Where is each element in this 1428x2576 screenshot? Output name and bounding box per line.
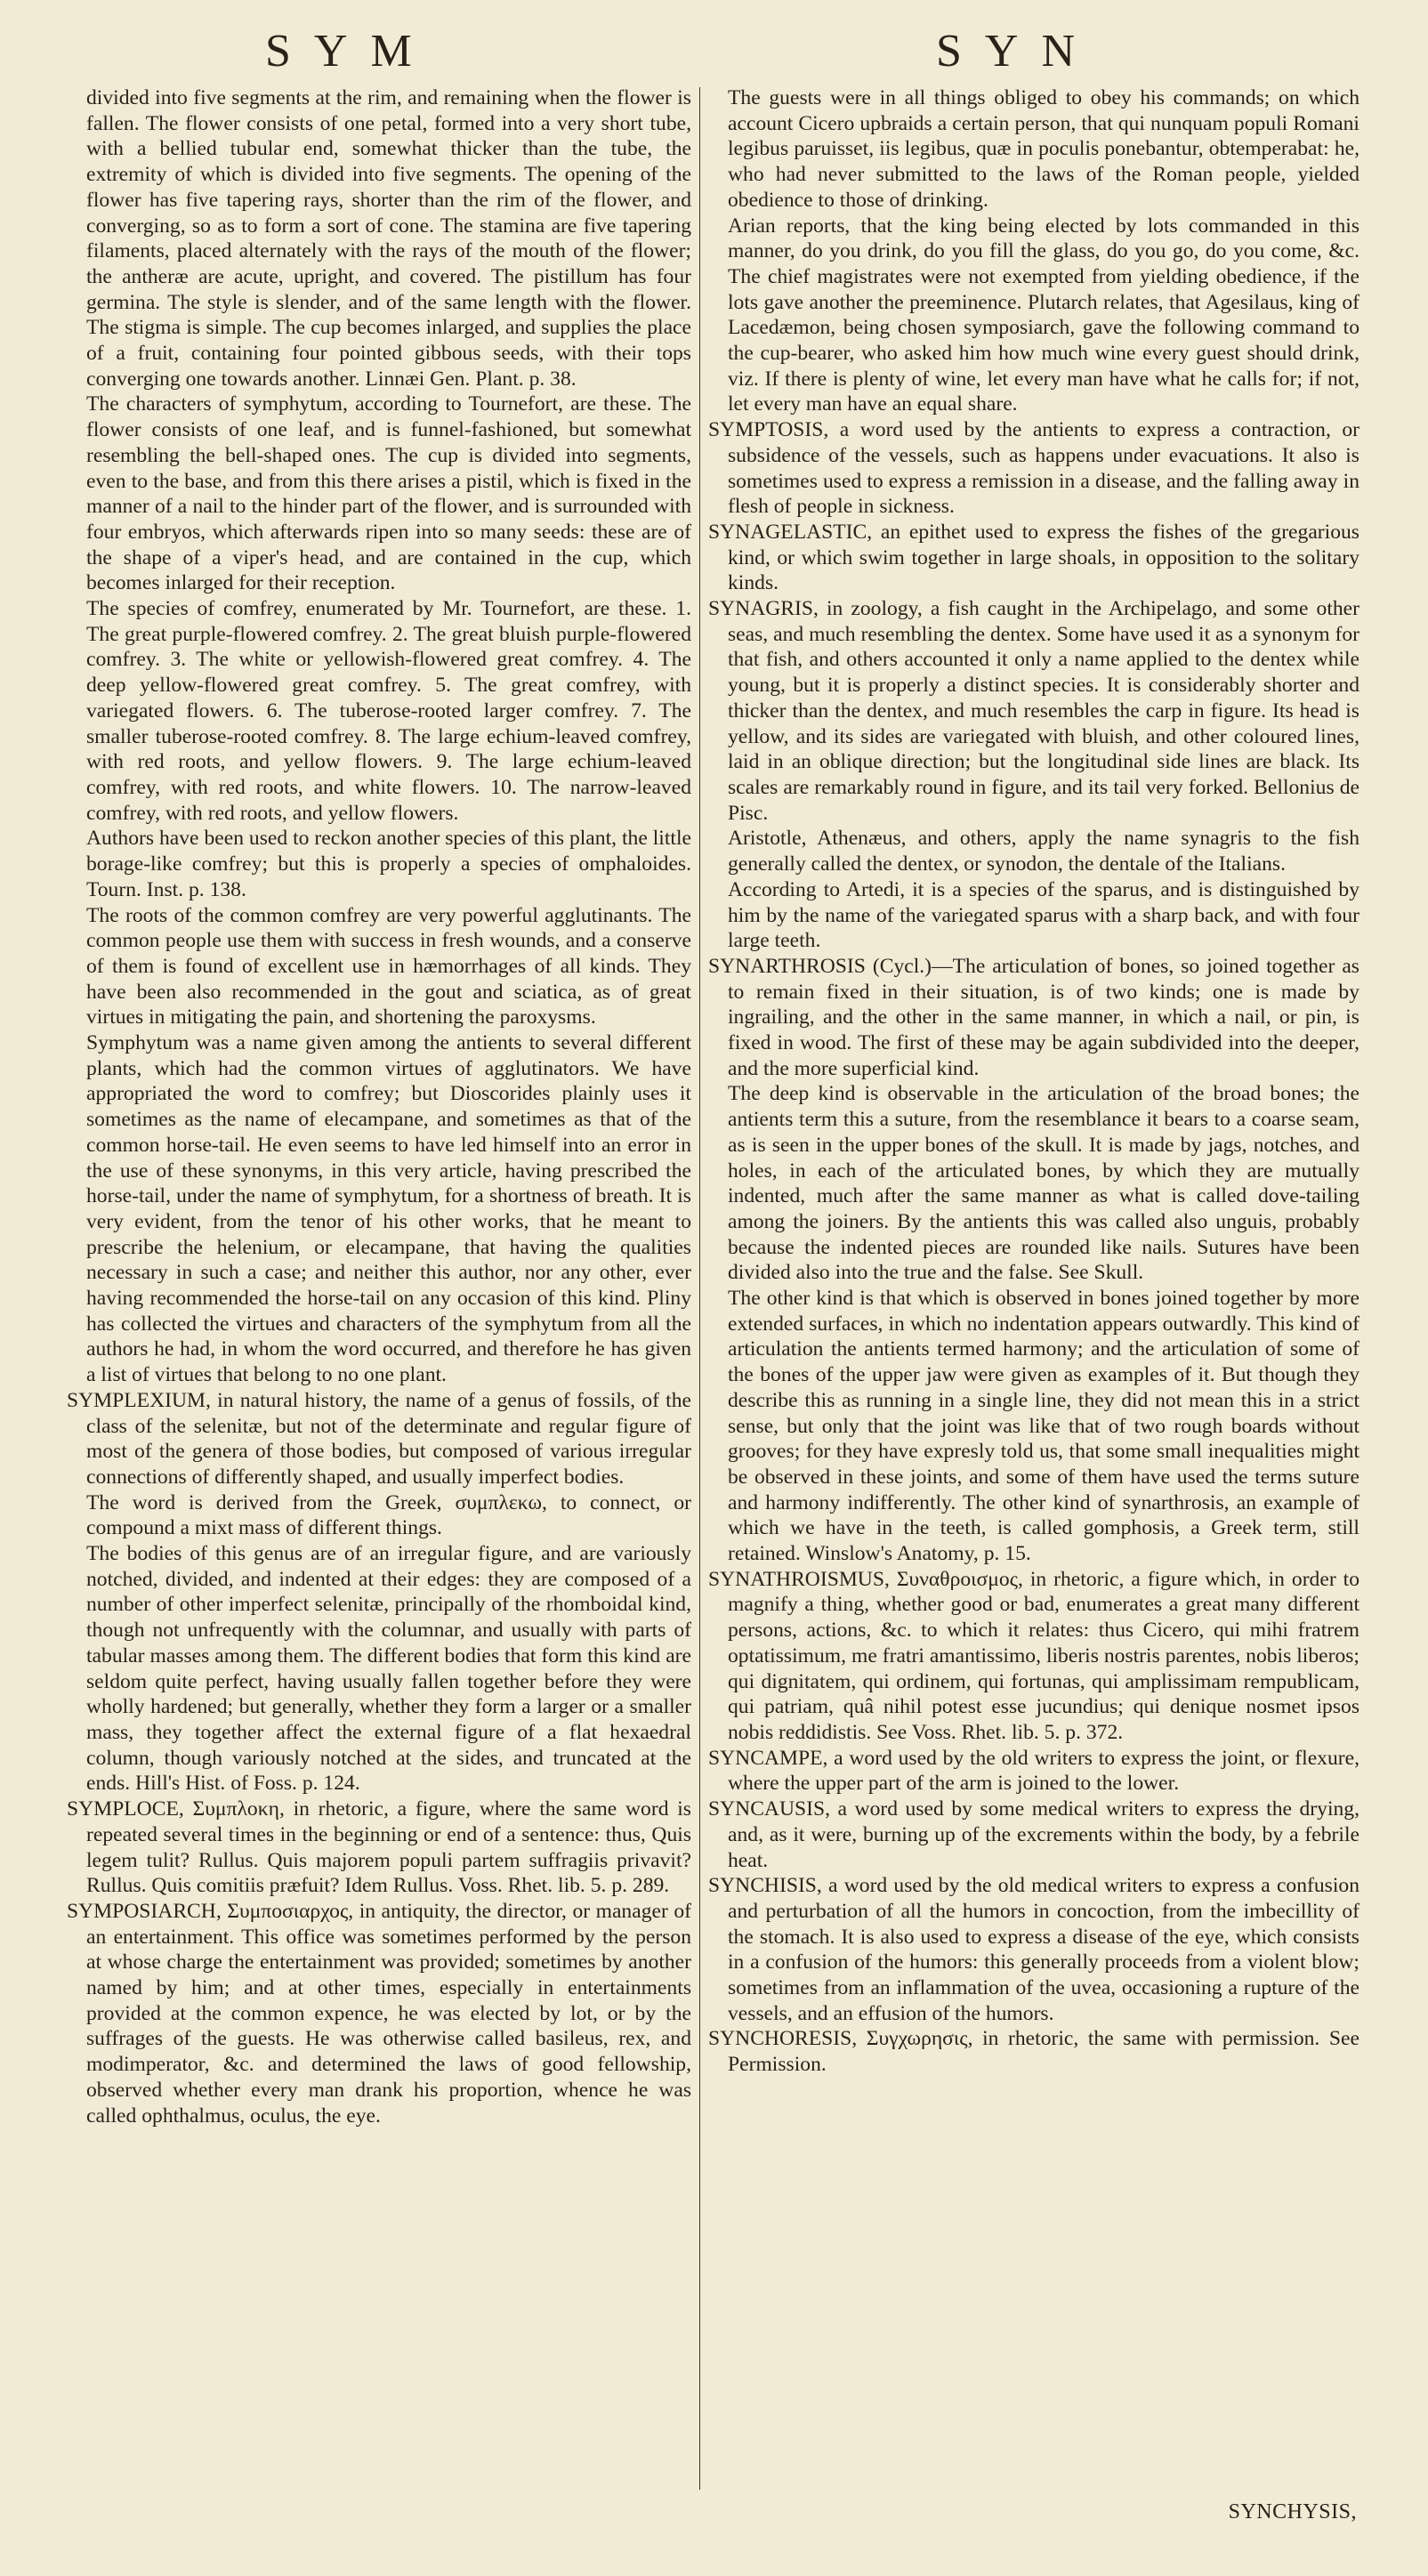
right-column [708, 85, 1359, 2078]
paragraph-comfrey-flower: divided into five segments at the rim, and remaining when the flower is fallen. The flower consists of one petal, formed into a very short tube, with a bellied tubular end, somewhat thicker than the tube, the extremity of which is divided into five segments. The opening of the flower has five tapering rays, shorter than the rim of the flower, and converging, so as to form a sort of cone. The stamina are five tapering filaments, placed alternately with the rays of the mouth of the flower; the antheræ are acute, upright, and covered. The pistillum has four germina. The style is slender, and of the same length with the flower. The stigma is simple. The cup becomes inlarged, and supplies the place of a fruit, containing four pointed gibbous seeds, with their tops converging one towards another. Linnæi Gen. Plant. p. 38. [86, 86, 691, 391]
entry-symploce: SYMPLOCE, Συμπλοκη, in rhetoric, a figure, where the same word is repeated several times in the beginning or end of a sentence: thus, Quis legem tulit? Rullus. Quis majorem populi partem suffragiis privavit? Rullus. Quis comitiis præfuit? Idem Rullus. Voss. Rhet. lib. 5. p. 289. [67, 1797, 691, 1898]
entry-syncausis: SYNCAUSIS, a word used by some medical writers to express the drying, and, as it were, burning up of the excrements within the body, by a febrile heat. [708, 1797, 1359, 1872]
entry-synchisis: SYNCHISIS, a word used by the old medical writers to express a confusion and perturbation of all the humors in concoction, from the imbecillity of the stomach. It is also used to express a disease of the eye, which consists in a confusion of the humors: this generally proceeds from a violent blow; sometimes from an inflammation of the uvea, occasioning a rupture of the vessels, and an effusion of the humors. [708, 1874, 1359, 2025]
entry-symptosis: SYMPTOSIS, a word used by the antients to express a contraction, or subsidence of the vessels, such as happens under evacuations. It also is sometimes used to express a remission in a disease, and the falling away in flesh of people in sickness. [708, 418, 1359, 519]
entry-syncampe: SYNCAMPE, a word used by the old writers to express the joint, or flexure, where the upper part of the arm is joined to the lower. [708, 1746, 1359, 1796]
paragraph-symplexium-bodies: The bodies of this genus are of an irregular figure, and are variously notched, divided, and indented at their edges: they are composed of a number of other imperfect selenitæ, principally of the rhomboidal kind, though not unfrequently with the columnar, and usually with parts of tabular masses among them. The different bodies that form this kind are seldom quite perfect, having usually fallen together before they were wholly hardened; but generally, whether they form a larger or a smaller mass, they together affect the external figure of a flat hexaedral column, though variously notched at the sides, and truncated at the ends. Hill's Hist. of Foss. p. 124. [86, 1542, 691, 1796]
catchword: SYNCHYSIS, [1228, 2500, 1357, 2524]
paragraph-aristotle-synagris: Aristotle, Athenæus, and others, apply the name synagris to the fish generally called the dentex, or synodon, the dentale of the Italians. [728, 827, 1359, 876]
paragraph-deep-kind-suture: The deep kind is observable in the articulation of the broad bones; the antients term this a suture, from the resemblance it bears to a coarse seam, as is seen in the upper bones of the skull. It is made by jags, notches, and holes, in each of the articulated bones, by which they are mutually indented, much after the same manner as what is called dove-tailing among the joiners. By the antients this was called also unguis, probably because the indented pieces are rounded like nails. Sutures have been divided also into the true and the false. See Skull. [728, 1082, 1359, 1285]
entry-synarthrosis: SYNARTHROSIS (Cycl.)—The articulation of bones, so joined together as to remain fixed in their situation, is of two kinds; one is made by ingrailing, and the other in the same manner, in which a nail, or pin, is fixed in wood. The first of these may be again subdivided into the deeper, and the more superficial kind. [708, 954, 1359, 1080]
paragraph-borage-like-comfrey: Authors have been used to reckon another species of this plant, the little borage-like comfrey; but this is properly a species of omphaloides. Tourn. Inst. p. 138. [86, 827, 691, 901]
paragraph-comfrey-species: The species of comfrey, enumerated by Mr. Tournefort, are these. 1. The great purple-flowered comfrey. 2. The great bluish purple-flowered comfrey. 3. The white or yellowish-flowered great comfrey. 4. The deep yellow-flowered great comfrey. 5. The great comfrey, with variegated flowers. 6. The tuberose-rooted larger comfrey. 7. The smaller tuberose-rooted comfrey. 8. The large echium-leaved comfrey, with red roots, and yellow flowers. 9. The large echium-leaved comfrey, with red roots, and white flowers. 10. The narrow-leaved comfrey, with red roots, and yellow flowers. [86, 597, 691, 825]
paragraph-artedi-sparus: According to Artedi, it is a species of the sparus, and is distinguished by him by the name of the variegated sparus with a sharp back, and with four large teeth. [728, 877, 1359, 953]
column-divider [699, 87, 700, 2490]
entry-synagris: SYNAGRIS, in zoology, a fish caught in the Archipelago, and some other seas, and much resembling the dentex. Some have used it as a synonym for that fish, and others accounted it only a name applied to the dentex while young, but it is properly a distinct species. It is considerably shorter and thicker than the dentex, and much resembles the carp in figure. Its head is yellow, and its sides are variegated with bluish, and other coloured lines, laid in an oblique direction; but the longitudinal side lines are black. Its scales are remarkably round in figure, and its tail very forked. Bellonius de Pisc. [708, 597, 1359, 825]
paragraph-arian-reports: Arian reports, that the king being elected by lots commanded in this manner, do you drink, do you fill the glass, do you go, do you come, &c. The chief magistrates were not exempted from yielding obedience, if the lots gave another the preeminence. Plutarch relates, that Agesilaus, king of Lacedæmon, being chosen symposiarch, gave the following command to the cup-bearer, who asked him how much wine every guest should drink, viz. If there is plenty of wine, let every man have what he calls for; if not, let every man have an equal share. [728, 214, 1359, 416]
entry-synchoresis: SYNCHORESIS, Συγχωρησις, in rhetoric, the same with permission. See Permission. [708, 2027, 1359, 2077]
paragraph-symphytum-name: Symphytum was a name given among the antients to several different plants, which had the common virtues of agglutinators. We have appropriated the word to comfrey; but Dioscorides plainly uses it sometimes as the name of elecampane, and sometimes as that of the common horse-tail. He even seems to have led himself into an error in the use of these synonyms, in this very article, having prescribed the horse-tail, under the name of symphytum, for a shortness of breath. It is very evident, from the tenor of his other works, that he meant to prescribe the helenium, or elecampane, that having the qualities necessary in such a case; and neither this author, nor any other, ever having recommended the horse-tail on any occasion of this kind. Pliny has collected the virtues and characters of the symphytum from all the authors he had, in whom the word occurred, and therefore he has given a list of virtues that belong to no one plant. [86, 1031, 691, 1387]
paragraph-guests-obey: The guests were in all things obliged to obey his commands; on which account Cicero upbraids a certain person, that qui nunquam populi Romani legibus paruisset, iis legibus, quæ in poculis ponebantur, obtemperabat: he, who had never submitted to the laws of the Roman people, yielded obedience to those of drinking. [728, 86, 1359, 212]
paragraph-harmony-kind: The other kind is that which is observed in bones joined together by more extended surfaces, in which no indentation appears outwardly. This kind of articulation the antients termed harmony; and the articulation of some of the bones of the upper jaw were given as examples of it. But though they describe this as running in a single line, they did not mean this in a strict sense, but only that the joint was like that of two rough boards without grooves; for they have expresly told us, that some small inequalities might be observed in these joints, and some of them have used the terms suture and harmony indifferently. The other kind of synarthrosis, an example of which we have in the teeth, is called gomphosis, a Greek term, still retained. Winslow's Anatomy, p. 15. [728, 1287, 1359, 1566]
entry-synagelastic: SYNAGELASTIC, an epithet used to express the fishes of the gregarious kind, or which swim together in large shoals, in opposition to the solitary kinds. [708, 520, 1359, 595]
left-column [67, 85, 691, 2128]
entry-symposiarch: SYMPOSIARCH, Συμποσιαρχος, in antiquity, the director, or manager of an entertainment. This office was sometimes performed by the person at whose charge the entertainment was provided; sometimes by another named by him; and at other times, especially in entertainments provided at the common expence, he was elected by lot, or by the suffrages of the guests. He was otherwise called basileus, rex, and modimperator, &c. and determined the laws of good fellowship, observed whether every man drank his proportion, whence he was called ophthalmus, oculus, the eye. [67, 1899, 691, 2128]
entry-synathroismus: SYNATHROISMUS, Συναθροισμος, in rhetoric, a figure which, in order to magnify a thing, whether good or bad, enumerates a great many different persons, actions, &c. to which it relates: thus Cicero, qui mihi fratrem optatissimum, me fratri amantissimo, liberis nostris parentes, nobis liberos; qui dignitatem, qui ordinem, qui fortunas, qui amplissimam rempublicam, qui patriam, quâ nihil potest esse jucundius; qui denique nosmet ipsos nobis reddidistis. See Voss. Rhet. lib. 5. p. 372. [708, 1567, 1359, 1744]
paragraph-symplexium-etymology: The word is derived from the Greek, συμπλεκω, to connect, or compound a mixt mass of different things. [86, 1490, 691, 1540]
running-head-right: SYN [936, 26, 1099, 77]
entry-symplexium: SYMPLEXIUM, in natural history, the name of a genus of fossils, of the class of the selenitæ, but not of the determinate and regular figure of most of the genera of those bodies, but composed of various irregular connections of differently shaped, and usually imperfect bodies. [67, 1388, 691, 1489]
paragraph-tournefort-characters: The characters of symphytum, according to Tournefort, are these. The flower consists of one leaf, and is funnel-fashioned, but somewhat resembling the bell-shaped ones. The cup is divided into segments, even to the base, and from this there arises a pistil, which is fixed in the manner of a nail to the hinder part of the flower, and is surrounded with four embryos, which afterwards ripen into so many seeds: these are of the shape of a viper's head, and are contained in the cup, which becomes inlarged for their reception. [86, 392, 691, 595]
paragraph-comfrey-roots: The roots of the common comfrey are very powerful agglutinants. The common people use them with success in fresh wounds, and a conserve of them is found of excellent use in hæmorrhages of all kinds. They have been also recommended in the gout and sciatica, as of great virtues in mitigating the pain, and shortening the paroxysms. [86, 903, 691, 1030]
running-head-left: SYM [265, 26, 435, 77]
